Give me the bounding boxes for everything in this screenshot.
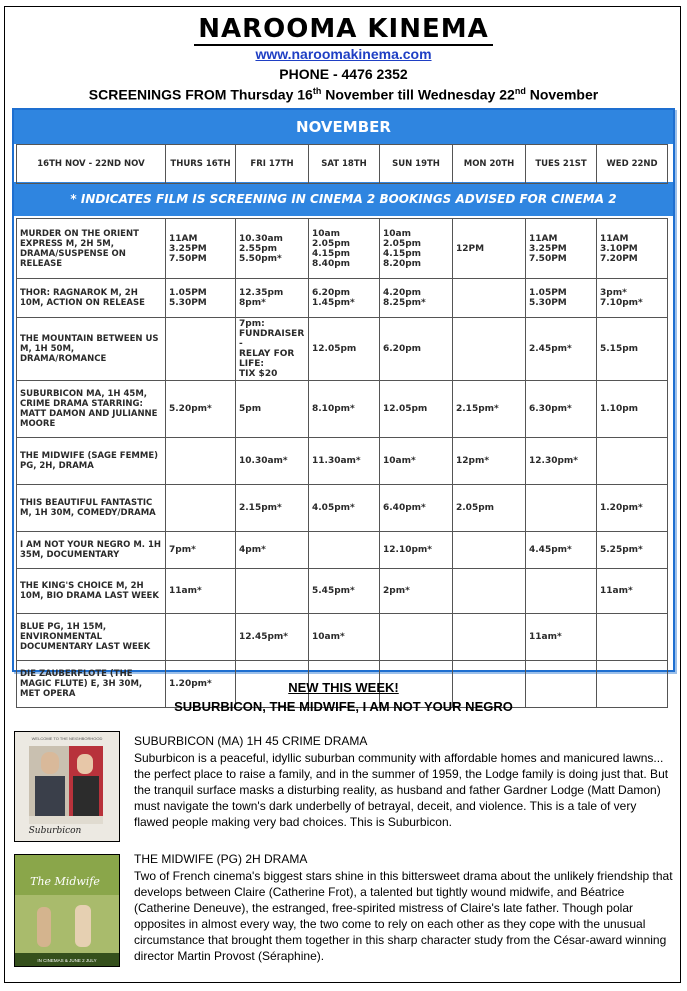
film-name: SUBURBICON MA, 1H 45M, CRIME DRAMA STARRING: MATT DAMON AND JULIANNE MOORE	[17, 381, 166, 438]
session-times	[597, 438, 668, 485]
session-times: 2pm*	[380, 569, 453, 614]
session-times: 7pm*	[166, 532, 236, 569]
suburbicon-poster	[14, 731, 120, 842]
session-times: 10am*	[309, 614, 380, 661]
session-times	[453, 318, 526, 381]
suburbicon-description: Suburbicon is a peaceful, idyllic suburban community with affordable homes and manicured lawns... the perfect place to raise a family, and in the summer of 1959, the Lodge family is doing just that. But the tranquil surface masks a disturbing reality, as husband and father Gardner Lodge (Matt Damon) must navigate the town's dark underbelly of betrayal, deceit, and violence. This is a tale of very flawed people making very bad choices. This is Suburbicon.	[134, 751, 669, 829]
film-name: BLUE PG, 1H 15M, ENVIRONMENTAL DOCUMENTARY LAST WEEK	[17, 614, 166, 661]
session-times	[166, 485, 236, 532]
session-times: 2.15pm*	[236, 485, 309, 532]
session-times	[453, 614, 526, 661]
session-times: 10am 2.05pm 4.15pm 8.20pm	[380, 219, 453, 279]
session-times: 6.30pm*	[526, 381, 597, 438]
session-times: 10am 2.05pm 4.15pm 8.40pm	[309, 219, 380, 279]
session-times: 12pm*	[453, 438, 526, 485]
midwife-description: Two of French cinema's biggest stars shine in this bittersweet drama about the unlikely friendship that develops between Claire (Catherine Frot), a talented but tightly wound midwife, and Béatrice (Catherine Deneuve), the estranged, free-spirited mistress of Claire's late father. Though polar opposites in almost every way, the two come to rely on each other as they cope with the unusual circumstance that brought them together in this sharp character study from the César-award winning director Martin Provost (Séraphine).	[134, 869, 673, 963]
session-times: 5pm	[236, 381, 309, 438]
session-times: 1.10pm	[597, 381, 668, 438]
midwife-poster	[14, 854, 120, 967]
midwife-logo: The Midwife	[30, 875, 100, 888]
suburbicon-title: SUBURBICON (MA) 1H 45 CRIME DRAMA	[134, 734, 368, 748]
session-times: 10.30am 2.55pm 5.50pm*	[236, 219, 309, 279]
session-times: 2.15pm*	[453, 381, 526, 438]
film-row	[17, 485, 668, 532]
schedule-grid	[16, 144, 668, 708]
day-header: MON 20TH	[453, 145, 526, 184]
session-times: 11am*	[166, 569, 236, 614]
session-times: 12.05pm	[309, 318, 380, 381]
session-times: 1.20pm*	[166, 661, 236, 708]
film-name: THIS BEAUTIFUL FANTASTIC M, 1H 30M, COMEDY/DRAMA	[17, 485, 166, 532]
session-times: 12.05pm	[380, 381, 453, 438]
midwife-title: THE MIDWIFE (PG) 2H DRAMA	[134, 852, 308, 866]
session-times: 10am*	[380, 438, 453, 485]
session-times: 4pm*	[236, 532, 309, 569]
session-times: 2.45pm*	[526, 318, 597, 381]
suburbicon-logo: Suburbicon	[28, 826, 82, 836]
range-label: 16TH NOV - 22ND NOV	[17, 145, 166, 184]
session-times: 7pm: FUNDRAISER - RELAY FOR LIFE: TIX $20	[236, 318, 309, 381]
session-times: 6.20pm	[380, 318, 453, 381]
session-times	[526, 485, 597, 532]
session-times: 6.40pm*	[380, 485, 453, 532]
session-times	[597, 614, 668, 661]
film-name: THE MOUNTAIN BETWEEN US M, 1H 50M, DRAMA/ROMANCE	[17, 318, 166, 381]
session-times: 11am*	[597, 569, 668, 614]
session-times: 5.15pm	[597, 318, 668, 381]
session-times: 10.30am*	[236, 438, 309, 485]
day-header: TUES 21ST	[526, 145, 597, 184]
session-times	[166, 438, 236, 485]
midwife-footer: IN CINEMAS & JUNE 2 JULY	[37, 958, 97, 963]
session-times: 11AM 3.25PM 7.50PM	[166, 219, 236, 279]
session-times: 8.10pm*	[309, 381, 380, 438]
film-name: DIE ZAUBERFLOTE (THE MAGIC FLUTE) E, 3H 30M, MET OPERA	[17, 661, 166, 708]
session-times: 1.05PM 5.30PM	[526, 279, 597, 318]
film-row	[17, 532, 668, 569]
session-times: 11AM 3.10PM 7.20PM	[597, 219, 668, 279]
session-times: 5.45pm*	[309, 569, 380, 614]
film-row	[17, 279, 668, 318]
session-times	[166, 318, 236, 381]
film-name: THOR: RAGNAROK M, 2H 10M, ACTION ON RELEASE	[17, 279, 166, 318]
session-times	[166, 614, 236, 661]
film-row	[17, 381, 668, 438]
session-times	[309, 532, 380, 569]
day-header: SUN 19TH	[380, 145, 453, 184]
film-row	[17, 569, 668, 614]
session-times: 11AM 3.25PM 7.50PM	[526, 219, 597, 279]
film-row	[17, 318, 668, 381]
session-times: 4.05pm*	[309, 485, 380, 532]
session-times	[236, 569, 309, 614]
website-link[interactable]: www.naroomakinema.com	[255, 46, 432, 62]
film-row	[17, 614, 668, 661]
session-times: 1.05PM 5.30PM	[166, 279, 236, 318]
session-times: 5.25pm*	[597, 532, 668, 569]
session-times	[453, 532, 526, 569]
day-header: WED 22ND	[597, 145, 668, 184]
film-row	[17, 219, 668, 279]
session-times	[453, 279, 526, 318]
day-header: FRI 17TH	[236, 145, 309, 184]
session-times: 11am*	[526, 614, 597, 661]
session-times: 4.45pm*	[526, 532, 597, 569]
session-times	[453, 569, 526, 614]
film-name: THE KING'S CHOICE M, 2H 10M, BIO DRAMA LAST WEEK	[17, 569, 166, 614]
session-times	[380, 614, 453, 661]
day-header: SAT 18TH	[309, 145, 380, 184]
film-name: I AM NOT YOUR NEGRO M. 1H 35M, DOCUMENTARY	[17, 532, 166, 569]
session-times: 1.20pm*	[597, 485, 668, 532]
session-times: 12.45pm*	[236, 614, 309, 661]
phone-number: PHONE - 4476 2352	[279, 66, 408, 82]
screening-period: SCREENINGS FROM Thursday 16th November till Wednesday 22nd November	[88, 86, 599, 103]
suburbicon-tagline: WELCOME TO THE NEIGHBORHOOD	[31, 736, 103, 741]
session-times: 12.35pm 8pm*	[236, 279, 309, 318]
month-banner: NOVEMBER	[14, 110, 673, 144]
session-times: 12.30pm*	[526, 438, 597, 485]
session-times: 11.30am*	[309, 438, 380, 485]
new-this-week-list: SUBURBICON, THE MIDWIFE, I AM NOT YOUR NEGRO	[174, 699, 513, 714]
film-name: THE MIDWIFE (SAGE FEMME) PG, 2H, DRAMA	[17, 438, 166, 485]
cinema2-notice: * INDICATES FILM IS SCREENING IN CINEMA 2 BOOKINGS ADVISED FOR CINEMA 2	[14, 182, 673, 216]
session-times: 4.20pm 8.25pm*	[380, 279, 453, 318]
session-times: 5.20pm*	[166, 381, 236, 438]
session-times: 6.20pm 1.45pm*	[309, 279, 380, 318]
film-name: MURDER ON THE ORIENT EXPRESS M, 2H 5M, DRAMA/SUSPENSE ON RELEASE	[17, 219, 166, 279]
session-times: 12PM	[453, 219, 526, 279]
session-times: 2.05pm	[453, 485, 526, 532]
session-times: 3pm* 7.10pm*	[597, 279, 668, 318]
cinema-name: NAROOMA KINEMA	[0, 14, 687, 44]
day-header: THURS 16TH	[166, 145, 236, 184]
new-this-week-heading: NEW THIS WEEK!	[288, 680, 399, 695]
film-row	[17, 438, 668, 485]
session-times	[526, 569, 597, 614]
session-times: 12.10pm*	[380, 532, 453, 569]
